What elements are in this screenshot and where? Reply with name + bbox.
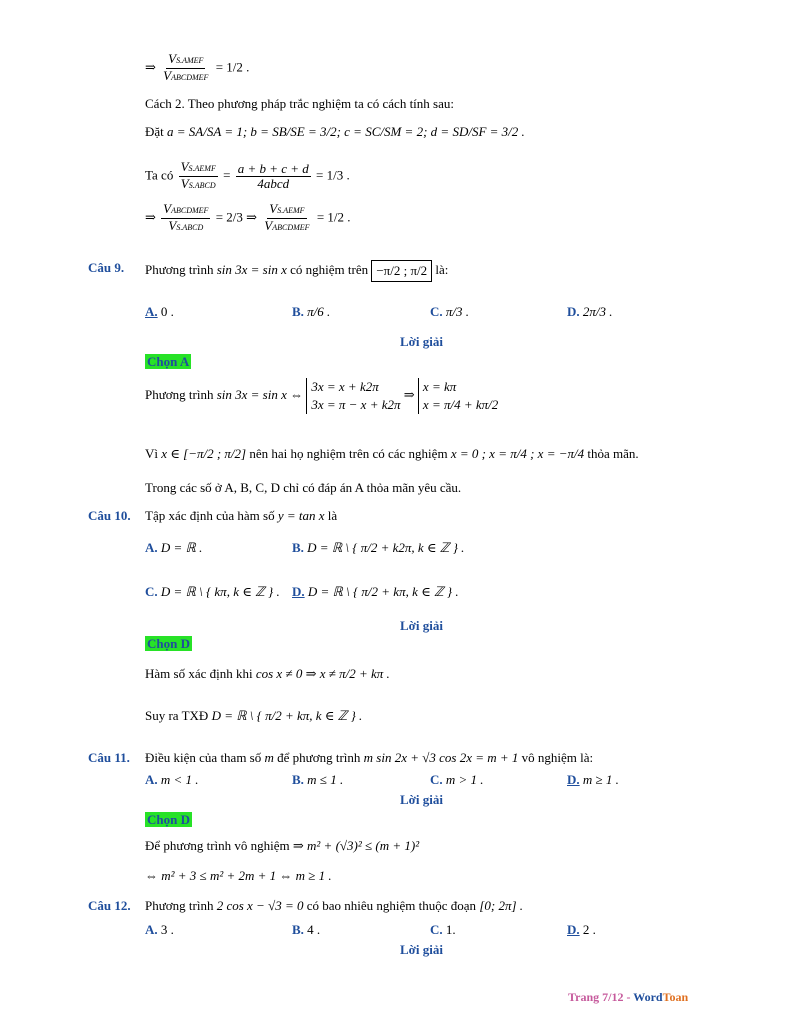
q9-solution-3: Trong các số ở A, B, C, D chỉ có đáp án A thỏa mãn yêu cầu.	[145, 480, 462, 495]
taco-line: Ta có VS.AEMF VS.ABCD = a + b + c + d 4abcd = 1/3 .	[145, 159, 350, 191]
q10-option-c[interactable]: C. D = ℝ \ { kπ, k ∈ ℤ } .	[145, 584, 280, 599]
q10-option-d[interactable]: D. D = ℝ \ { π/2 + kπ, k ∈ ℤ } .	[292, 584, 459, 599]
question-12-text: Phương trình 2 cos x − √3 = 0 có bao nhiêu nghiệm thuộc đoạn [0; 2π] .	[145, 898, 524, 913]
dat-line: Đặt a = SA/SA = 1; b = SB/SE = 3/2; c = SC/SM = 2; d = SD/SF = 3/2 .	[145, 124, 525, 139]
q9-solution-1: Phương trình sin 3x = sin x ⇔ 3x = x + k2π 3x = π − x + k2π ⇒ x = kπ x = π/4 + kπ/2	[145, 379, 499, 412]
question-12-label: Câu 12.	[88, 898, 131, 913]
question-11-label: Câu 11.	[88, 750, 130, 765]
q11-loigiai: Lời giải	[400, 792, 443, 807]
q12-loigiai: Lời giải	[400, 942, 443, 957]
q9-option-a[interactable]: A. 0 .	[145, 304, 174, 319]
q12-option-b[interactable]: B. 4 .	[292, 922, 321, 937]
q11-option-d[interactable]: D. m ≥ 1 .	[567, 772, 619, 787]
q9-option-d[interactable]: D. 2π/3 .	[567, 304, 613, 319]
q10-solution-2: Suy ra TXĐ D = ℝ \ { π/2 + kπ, k ∈ ℤ } .	[145, 708, 363, 723]
q12-option-c[interactable]: C. 1.	[430, 922, 456, 937]
q11-option-c[interactable]: C. m > 1 .	[430, 772, 484, 787]
q9-solution-2: Vì x ∈ [−π/2 ; π/2] nên hai họ nghiệm trên có các nghiệm x = 0 ; x = π/4 ; x = −π/4 thỏa mãn.	[145, 446, 639, 461]
question-10-label: Câu 10.	[88, 508, 131, 523]
q12-option-d[interactable]: D. 2 .	[567, 922, 596, 937]
q10-chon: Chọn D	[147, 636, 190, 651]
q11-solution-1: Để phương trình vô nghiệm ⇒ m² + (√3)² ≤ (m + 1)²	[145, 838, 420, 853]
question-9-text: Phương trình sin 3x = sin x có nghiệm trên −π/2 ; π/2 là:	[145, 260, 448, 282]
q10-solution-1: Hàm số xác định khi cos x ≠ 0 ⇒ x ≠ π/2 + kπ .	[145, 666, 390, 681]
question-10-text: Tập xác định của hàm số y = tan x là	[145, 508, 338, 523]
page-footer: Trang 7/12 - WordToan	[568, 990, 689, 1004]
q10-option-b[interactable]: B. D = ℝ \ { π/2 + k2π, k ∈ ℤ } .	[292, 540, 465, 555]
q9-chon: Chọn A	[147, 354, 190, 369]
q10-loigiai: Lời giải	[400, 618, 443, 633]
q11-option-b[interactable]: B. m ≤ 1 .	[292, 772, 344, 787]
q11-chon: Chọn D	[147, 812, 190, 827]
cach2-text: Cách 2. Theo phương pháp trắc nghiệm ta có cách tính sau:	[145, 96, 454, 111]
q9-option-c[interactable]: C. π/3 .	[430, 304, 470, 319]
top-line-1: ⇒ VS.AMEF VABCDMEF = 1/2 .	[145, 51, 250, 83]
q10-option-a[interactable]: A. D = ℝ .	[145, 540, 203, 555]
top-line-5: ⇒ VABCDMEF VS.ABCD = 2/3 ⇒ VS.AEMF VABCDMEF = 1/2 .	[145, 201, 351, 233]
q11-solution-2: ⇔ m² + 3 ≤ m² + 2m + 1 ⇔ m ≥ 1 .	[145, 868, 332, 883]
question-9-label: Câu 9.	[88, 260, 125, 275]
q12-option-a[interactable]: A. 3 .	[145, 922, 174, 937]
q9-option-b[interactable]: B. π/6 .	[292, 304, 331, 319]
q11-option-a[interactable]: A. m < 1 .	[145, 772, 199, 787]
question-11-text: Điều kiện của tham số m để phương trình m sin 2x + √3 cos 2x = m + 1 vô nghiệm là:	[145, 750, 594, 765]
q9-loigiai: Lời giải	[400, 334, 443, 349]
